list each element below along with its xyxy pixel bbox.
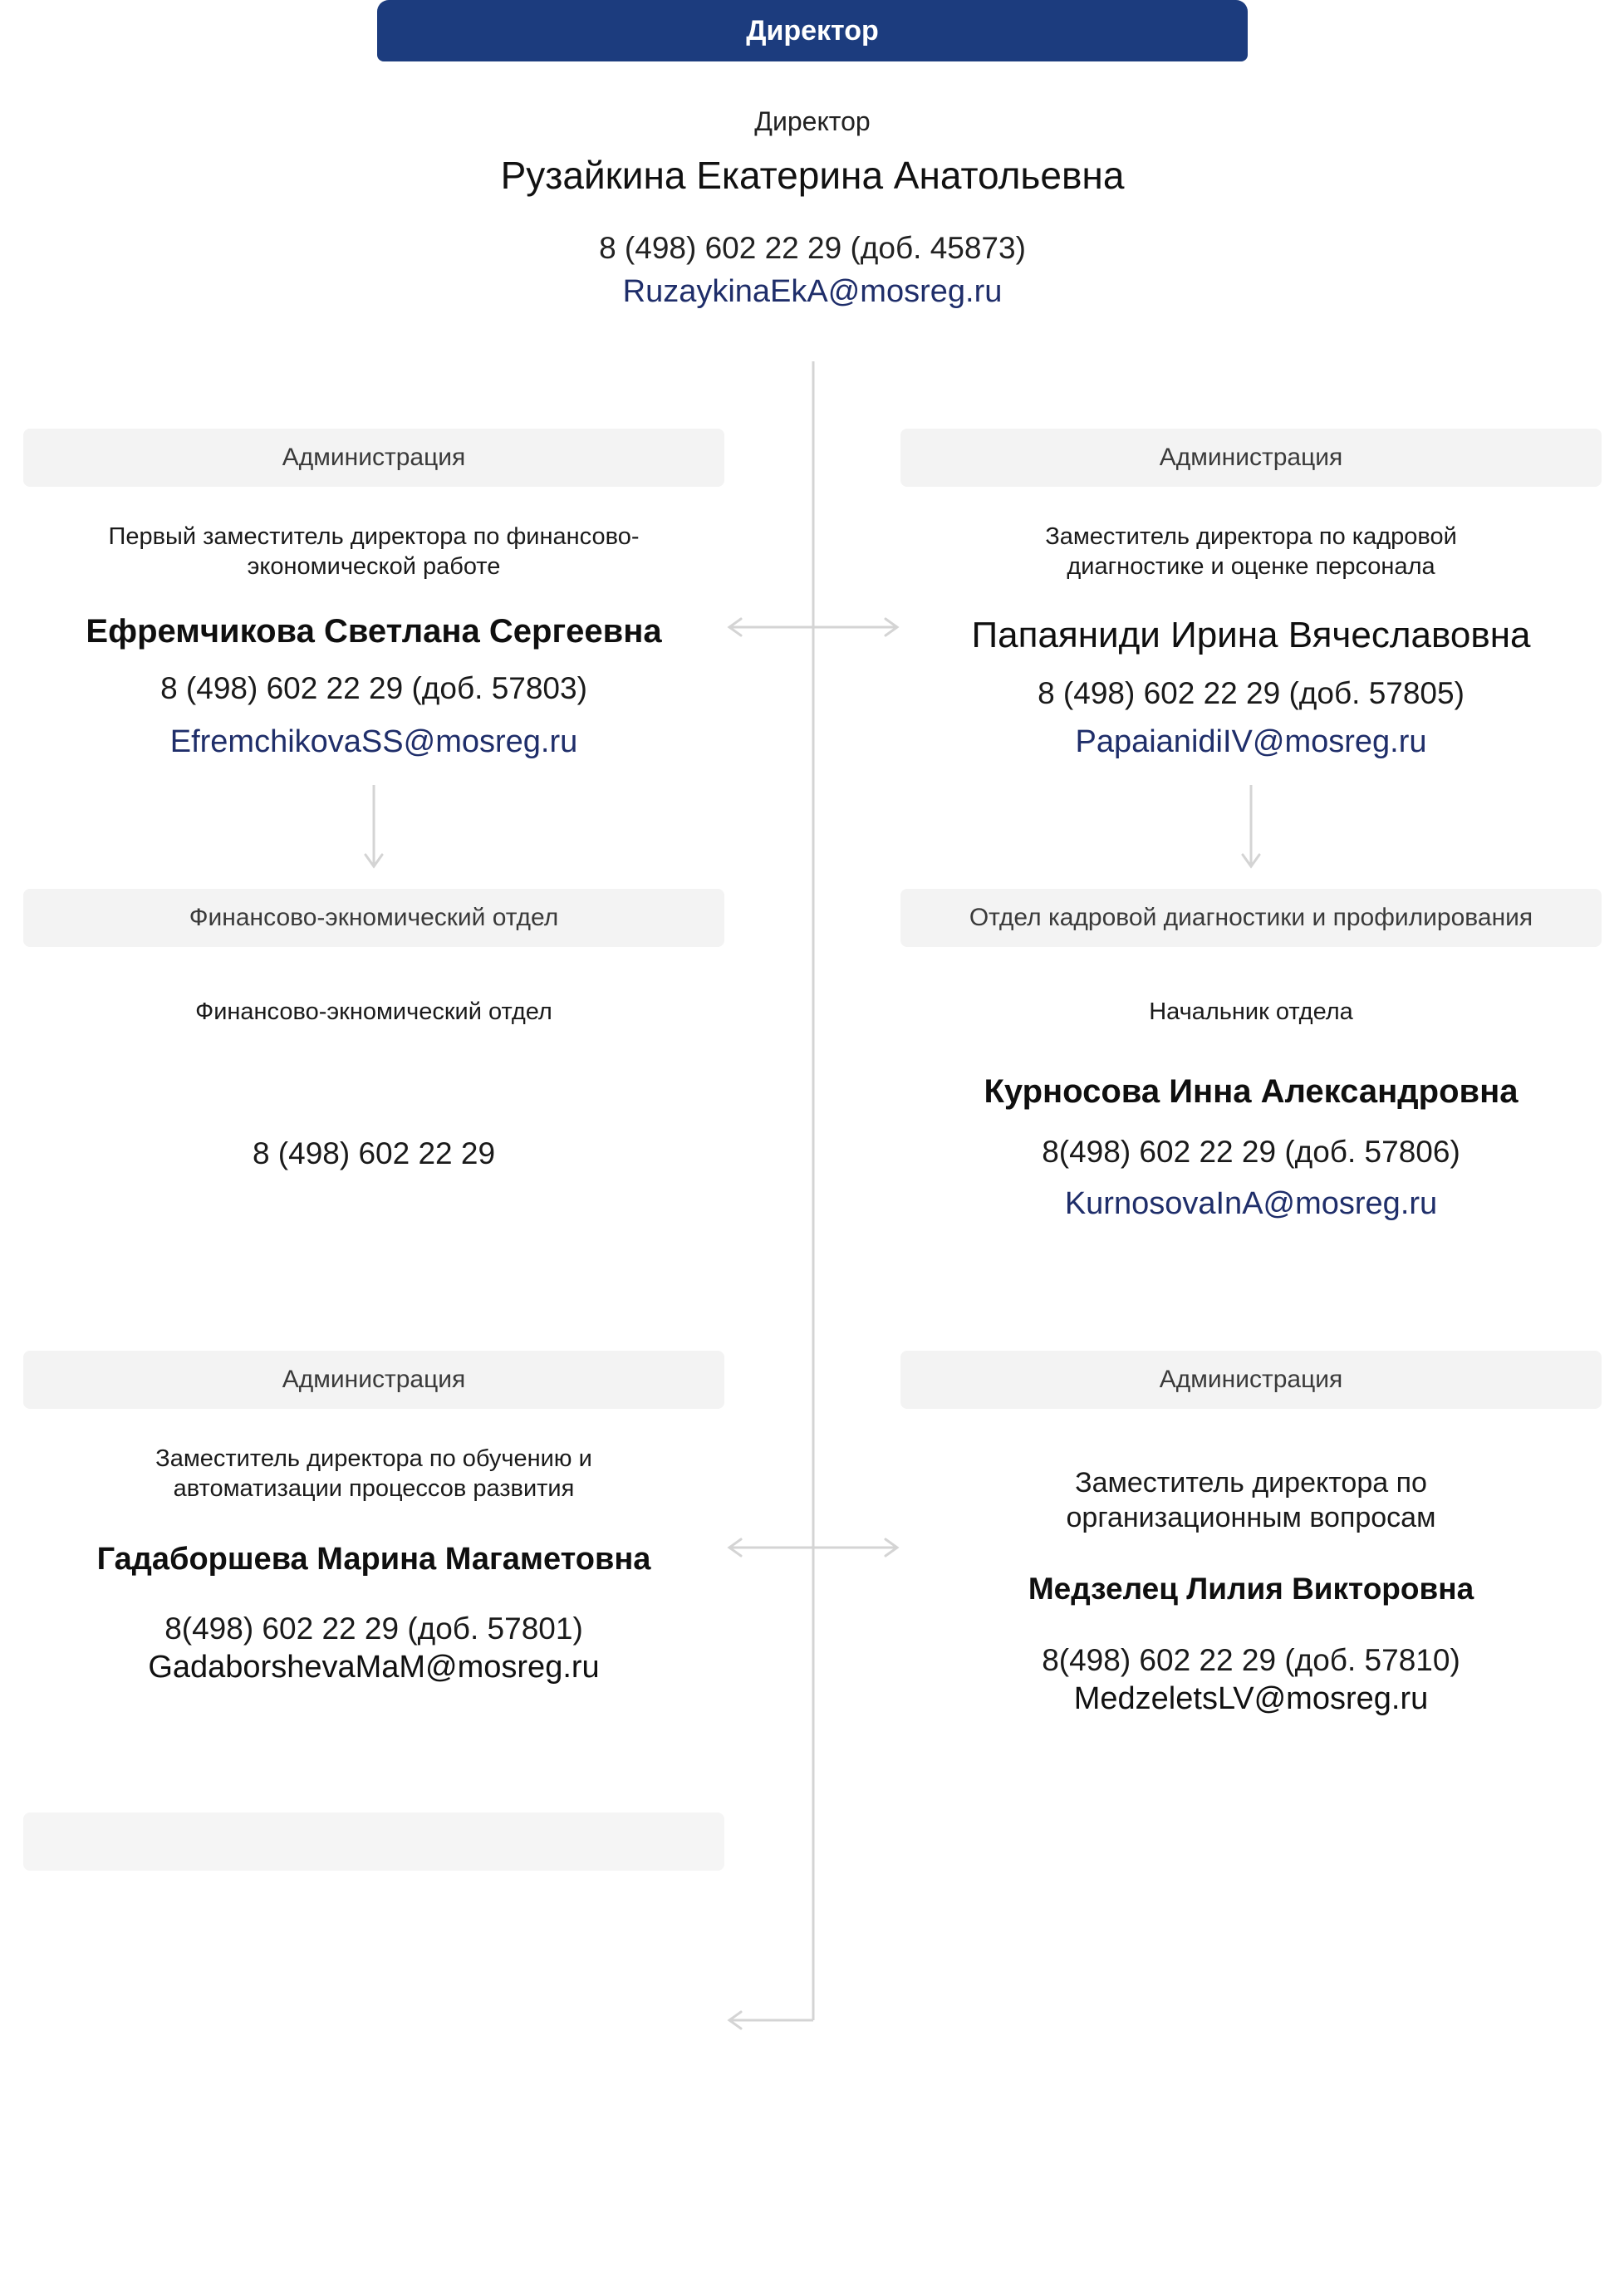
card-right3-tag-label: Администрация [1159, 1366, 1343, 1393]
empty-card-bar [23, 1813, 724, 1871]
director-role: Директор [754, 106, 871, 136]
card-right2-email-link[interactable]: KurnosovaInA@mosreg.ru [1064, 1186, 1438, 1221]
card-right3-phone: 8(498) 602 22 29 (доб. 57810) [1042, 1643, 1460, 1677]
director-phone: 8 (498) 602 22 29 (доб. 45873) [599, 231, 1026, 265]
header-title: Директор [746, 14, 879, 47]
card-right1-name: Папаяниди Ирина Вячеславовна [971, 615, 1531, 655]
card-left1-tag-label: Администрация [282, 444, 466, 471]
card-left3-tag [23, 1351, 724, 1409]
card-right2-tag [900, 889, 1602, 947]
card-right1-tag [900, 429, 1602, 487]
card-left2-tag [23, 889, 724, 947]
director-header-bar [377, 0, 1248, 61]
card-left1-tag [23, 429, 724, 487]
card-right2-phone: 8(498) 602 22 29 (доб. 57806) [1042, 1135, 1460, 1169]
card-right1-phone: 8 (498) 602 22 29 (доб. 57805) [1038, 676, 1465, 710]
card-right1-email-link[interactable]: PapaianidiIV@mosreg.ru [1075, 724, 1427, 759]
card-right3-email-link[interactable]: MedzeletsLV@mosreg.ru [1073, 1681, 1429, 1716]
director-name: Рузайкина Екатерина Анатольевна [500, 154, 1125, 197]
director-email-link[interactable]: RuzaykinaEkA@mosreg.ru [622, 274, 1003, 309]
card-right3-name: Медзелец Лилия Викторовна [1028, 1572, 1474, 1606]
card-left3-tag-label: Администрация [282, 1366, 466, 1393]
card-left3-role: Заместитель директора по обучению и автоматизации процессов развития [155, 1445, 592, 1502]
card-left2-tag-label: Финансово-экномический отдел [189, 904, 559, 931]
card-right2-name: Курносова Инна Александровна [984, 1073, 1519, 1110]
card-left2-phone: 8 (498) 602 22 29 [252, 1136, 496, 1170]
card-left1-role: Первый заместитель директора по финансово-экономической работе [108, 523, 640, 580]
card-left3-email-link[interactable]: GadaborshevaMaM@mosreg.ru [148, 1650, 600, 1685]
card-left1-name: Ефремчикова Светлана Сергеевна [86, 613, 662, 650]
card-right1-role: Заместитель директора по кадровой диагностике и оценке персонала [1045, 523, 1457, 580]
card-left1-email-link[interactable]: EfremchikovaSS@mosreg.ru [169, 724, 578, 759]
card-left3-name: Гадаборшева Марина Магаметовна [96, 1542, 651, 1577]
card-left3-phone: 8(498) 602 22 29 (доб. 57801) [164, 1612, 583, 1646]
card-right2-role: Начальник отдела [1149, 998, 1353, 1025]
card-left2-role: Финансово-экномический отдел [195, 998, 552, 1025]
card-right3-tag [900, 1351, 1602, 1409]
card-left1-phone: 8 (498) 602 22 29 (доб. 57803) [160, 671, 587, 705]
card-right1-tag-label: Администрация [1159, 444, 1343, 471]
card-right3-role: Заместитель директора по организационным вопросам [1066, 1467, 1436, 1533]
card-right2-tag-label: Отдел кадровой диагностики и профилирования [969, 904, 1533, 931]
